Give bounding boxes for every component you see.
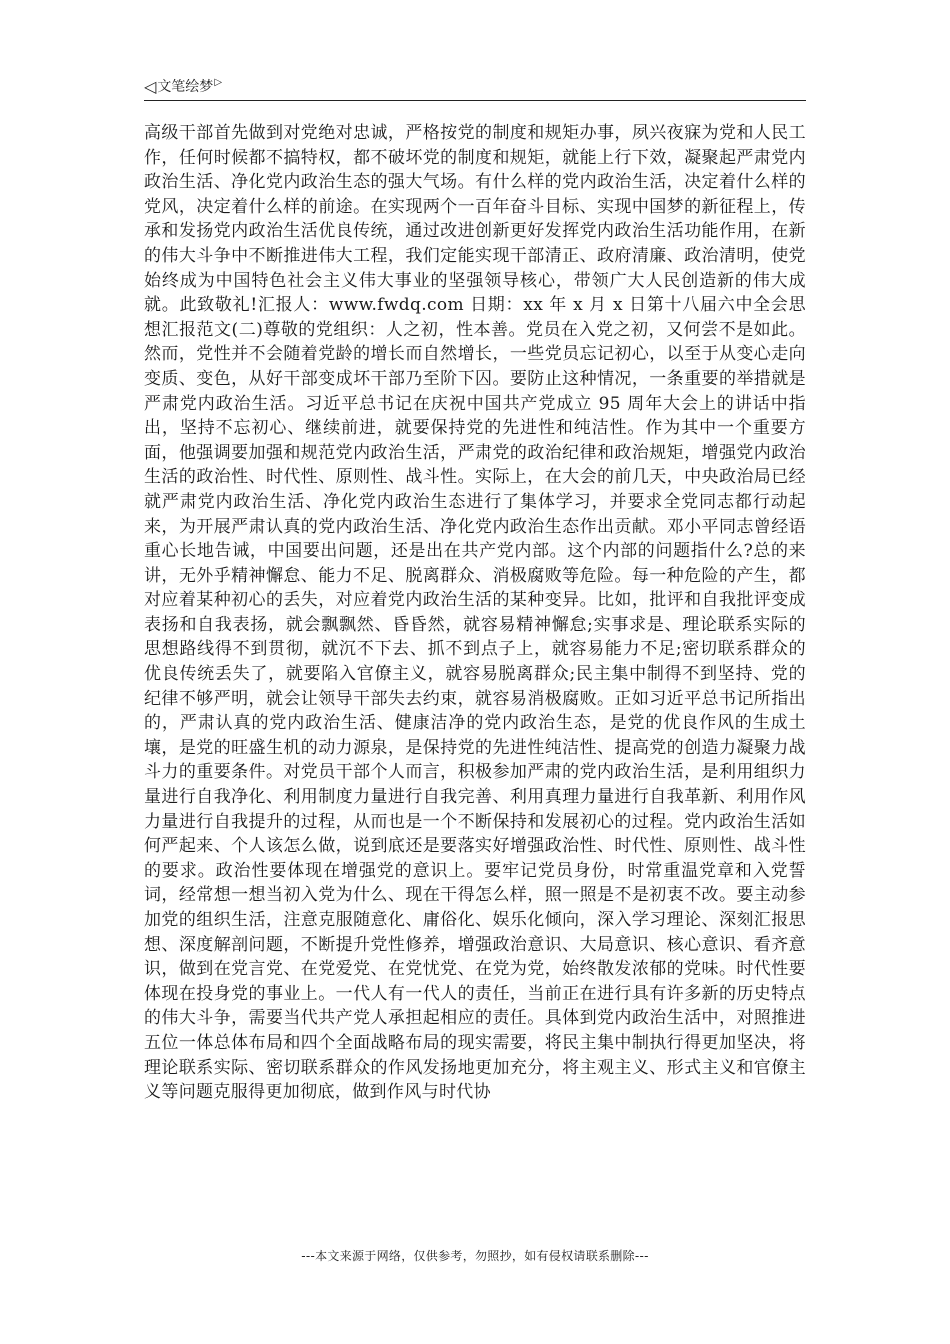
- page-header: [144, 74, 806, 101]
- header-logo-text: 文笔绘梦: [157, 79, 214, 95]
- triangle-left-icon: ◁: [144, 76, 157, 96]
- triangle-right-icon: ▷: [214, 76, 223, 88]
- footer-disclaimer: ---本文来源于网络，仅供参考，勿照抄，如有侵权请联系删除---: [301, 1249, 649, 1263]
- header-logo: [144, 76, 222, 96]
- document-body: 高级干部首先做到对党绝对忠诚，严格按党的制度和规矩办事，夙兴夜寐为党和人民工作，任何时候都不搞特权，都不破坏党的制度和规矩，就能上行下效，凝聚起严肃党内政治生活、净化党内政治生态的强大气场。有什么样的党内政治生活，决定着什么样的党风，决定着什么样的前途。在实现两个一百年奋斗目标、实现中国梦的新征程上，传承和发扬党内政治生活优良传统，通过改进创新更好发挥党内政治生活功能作用，在新的伟大斗争中不断推进伟大工程，我们定能实现干部清正、政府清廉、政治清明，使党始终成为中国特色社会主义伟大事业的坚强领导核心，带领广大人民创造新的伟大成就。此致敬礼!汇报人：www.fwdq.com 日期：xx 年 x 月 x 日第十八届六中全会思想汇报范文(二)尊敬的党组织：人之初，性本善。党员在入党之初，又何尝不是如此。然而，党性并不会随着党龄的增长而自然增长，一些党员忘记初心，以至于从变心走向变质、变色，从好干部变成坏干部乃至阶下囚。要防止这种情况，一条重要的举措就是严肃党内政治生活。习近平总书记在庆祝中国共产党成立 95 周年大会上的讲话中指出，坚持不忘初心、继续前进，就要保持党的先进性和纯洁性。作为其中一个重要方面，他强调要加强和规范党内政治生活，严肃党的政治纪律和政治规矩，增强党内政治生活的政治性、时代性、原则性、战斗性。实际上，在大会的前几天，中央政治局已经就严肃党内政治生活、净化党内政治生态进行了集体学习，并要求全党同志都行动起来，为开展严肃认真的党内政治生活、净化党内政治生态作出贡献。邓小平同志曾经语重心长地告诫，中国要出问题，还是出在共产党内部。这个内部的问题指什么?总的来讲，无外乎精神懈怠、能力不足、脱离群众、消极腐败等危险。每一种危险的产生，都对应着某种初心的丢失，对应着党内政治生活的某种变异。比如，批评和自我批评变成表扬和自我表扬，就会飘飘然、昏昏然，就容易精神懈怠;实事求是、理论联系实际的思想路线得不到贯彻，就沉不下去、抓不到点子上，就容易能力不足;密切联系群众的优良传统丢失了，就要陷入官僚主义，就容易脱离群众;民主集中制得不到坚持、党的纪律不够严明，就会让领导干部失去约束，就容易消极腐败。正如习近平总书记所指出的，严肃认真的党内政治生活、健康洁净的党内政治生态，是党的优良作风的生成土壤，是党的旺盛生机的动力源泉，是保持党的先进性纯洁性、提高党的创造力凝聚力战斗力的重要条件。对党员干部个人而言，积极参加严肃的党内政治生活，是利用组织力量进行自我净化、利用制度力量进行自我完善、利用真理力量进行自我革新、利用作风力量进行自我提升的过程，从而也是一个不断保持和发展初心的过程。党内政治生活如何严起来、个人该怎么做，说到底还是要落实好增强政治性、时代性、原则性、战斗性的要求。政治性要体现在增强党的意识上。要牢记党员身份，时常重温党章和入党誓词，经常想一想当初入党为什么、现在干得怎么样，照一照是不是初衷不改。要主动参加党的组织生活，注意克服随意化、庸俗化、娱乐化倾向，深入学习理论、深刻汇报思想、深度解剖问题，不断提升党性修养，增强政治意识、大局意识、核心意识、看齐意识，做到在党言党、在党爱党、在党忧党、在党为党，始终散发浓郁的党味。时代性要体现在投身党的事业上。一代人有一代人的责任，当前正在进行具有许多新的历史特点的伟大斗争，需要当代共产党人承担起相应的责任。具体到党内政治生活中，对照推进五位一体总体布局和四个全面战略布局的现实需要，将民主集中制执行得更加坚决，将理论联系实际、密切联系群众的作风发扬地更加充分，将主观主义、形式主义和官僚主义等问题克服得更加彻底，做到作风与时代协: [144, 123, 806, 1103]
